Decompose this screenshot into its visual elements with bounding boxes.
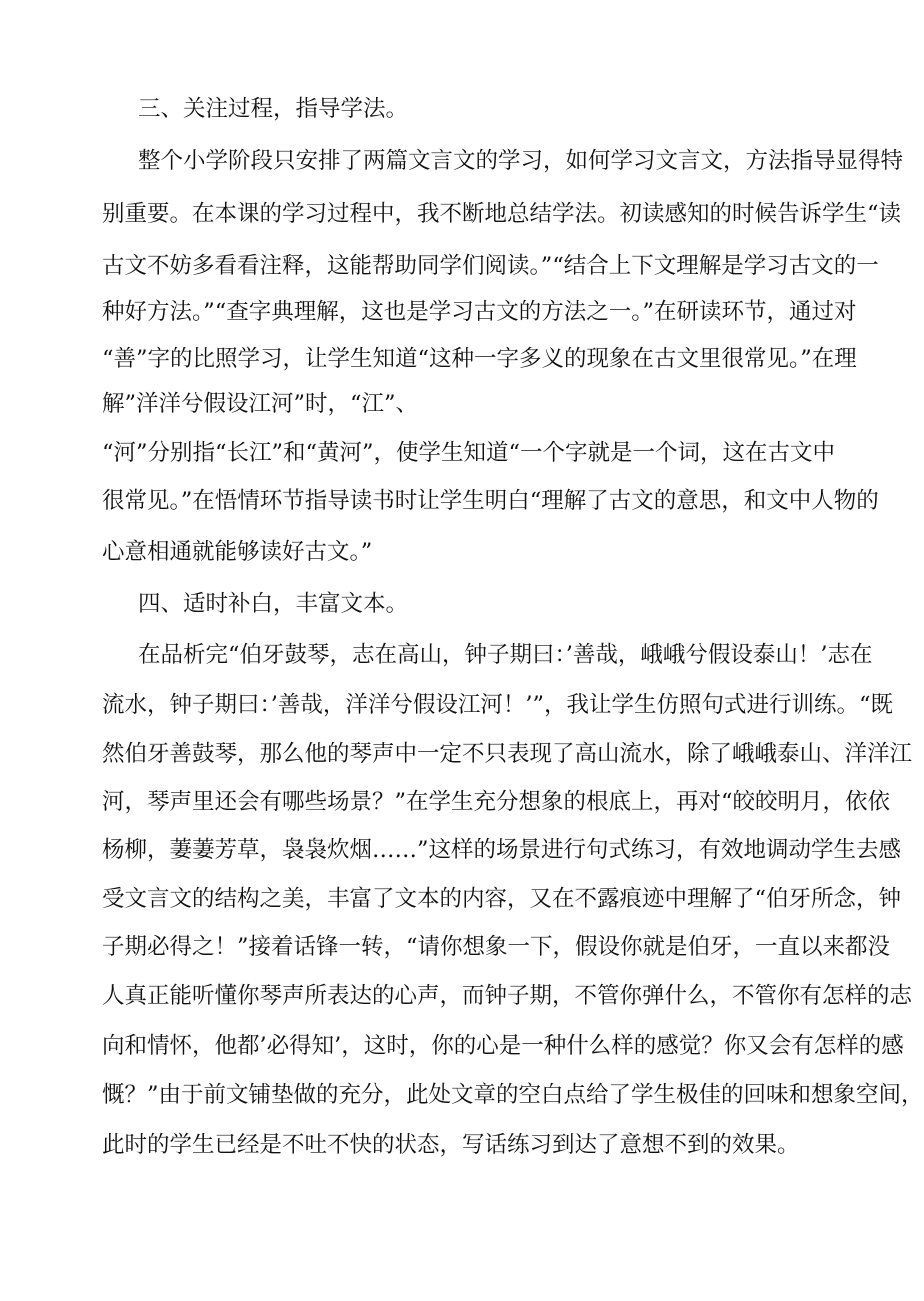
paragraph-line: 受文言文的结构之美，丰富了文本的内容，又在不露痕迹中理解了“伯牙所念，钟 — [102, 886, 902, 912]
paragraph-line: “善”字的比照学习，让学生知道“这种一字多义的现象在古文里很常见。”在理 — [102, 346, 857, 372]
paragraph-line: 古文不妨多看看注释，这能帮助同学们阅读。”“结合上下文理解是学习古文的一 — [102, 253, 879, 279]
paragraph-line: 种好方法。”“查字典理解，这也是学习古文的方法之一。”在研读环节，通过对 — [102, 299, 857, 325]
paragraph-line: 此时的学生已经是不吐不快的状态，写话练习到达了意想不到的效果。 — [102, 1132, 800, 1158]
paragraph-line: 心意相通就能够读好古文。” — [102, 539, 373, 565]
paragraph-line: 人真正能听懂你琴声所表达的心声，而钟子期，不管你弹什么，不管你有怎样的志 — [102, 983, 913, 1009]
paragraph-line: 解”洋洋兮假设江河”时，“江”、 — [102, 391, 419, 417]
paragraph-line: 慨？”由于前文铺垫做的充分，此处文章的空白点给了学生极佳的回味和想象空间， — [102, 1082, 924, 1108]
paragraph-line: 在品析完“伯牙鼓琴，志在高山，钟子期曰：’善哉，峨峨兮假设泰山！’志在 — [138, 642, 873, 668]
paragraph-line: 整个小学阶段只安排了两篇文言文的学习，如何学习文言文，方法指导显得特 — [138, 148, 904, 174]
paragraph-line: “河”分别指“长江”和“黄河”，使学生知道“一个字就是一个词，这在古文中 — [102, 440, 836, 466]
paragraph-line: 杨柳，萋萋芳草，袅袅炊烟……”这样的场景进行句式练习，有效地调动学生去感 — [102, 837, 902, 863]
paragraph-line: 然伯牙善鼓琴，那么他的琴声中一定不只表现了高山流水，除了峨峨泰山、洋洋江 — [102, 741, 913, 767]
paragraph-line: 向和情怀，他都’必得知’，这时，你的心是一种什么样的感觉？你又会有怎样的感 — [102, 1033, 904, 1059]
paragraph-line: 河，琴声里还会有哪些场景？”在学生充分想象的根底上，再对“皎皎明月，依依 — [102, 789, 891, 815]
paragraph-line: 别重要。在本课的学习过程中，我不断地总结学法。初读感知的时候告诉学生“读 — [102, 201, 902, 227]
paragraph-line: 流水，钟子期曰：’善哉，洋洋兮假设江河！’”，我让学生仿照句式进行训练。“既 — [102, 692, 894, 718]
section-heading-4: 四、适时补白，丰富文本。 — [138, 591, 409, 617]
section-heading-3: 三、关注过程，指导学法。 — [138, 96, 409, 122]
paragraph-line: 很常见。”在悟情环节指导读书时让学生明白“理解了古文的意思，和文中人物的 — [102, 488, 879, 514]
paragraph-line: 子期必得之！”接着话锋一转，“请你想象一下，假设你就是伯牙，一直以来都没 — [102, 934, 891, 960]
